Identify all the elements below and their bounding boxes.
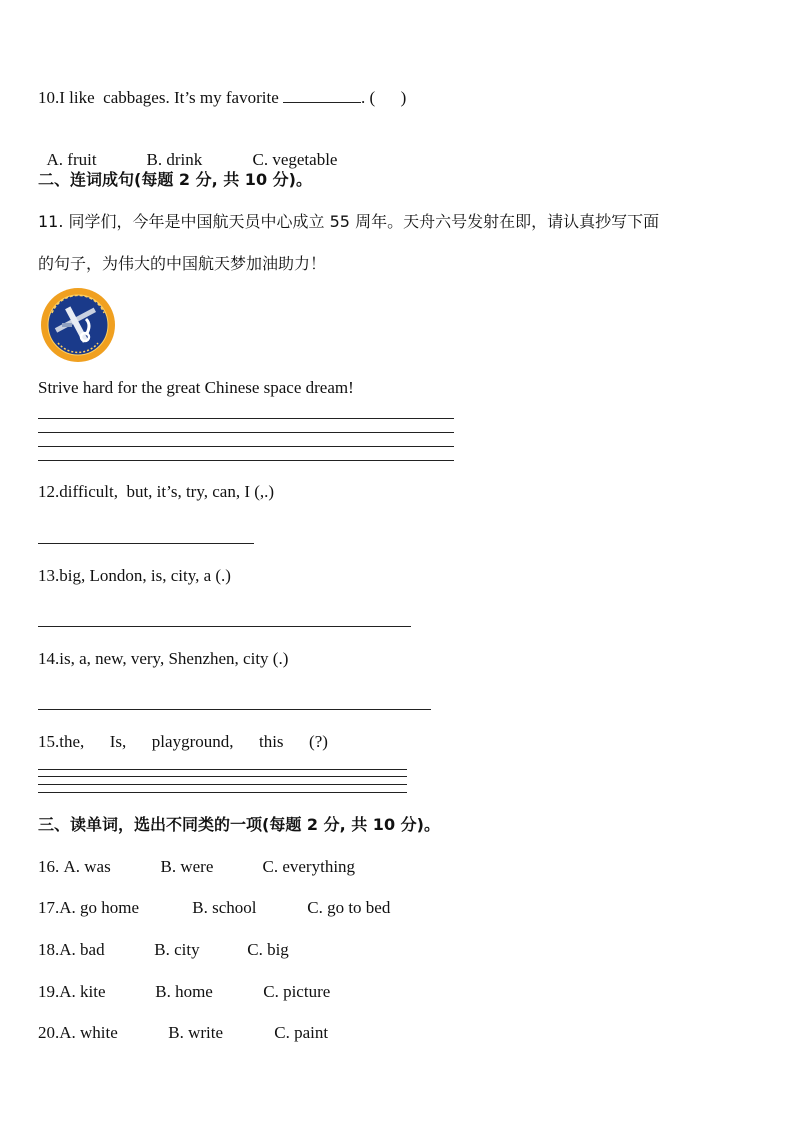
q17-row: [38, 898, 390, 918]
q10-option-c[interactable]: C. vegetable: [252, 150, 338, 169]
q17-option-c[interactable]: C. go to bed: [307, 898, 391, 917]
q17-number: 17.: [38, 898, 60, 917]
q11-writing-line-2[interactable]: [38, 432, 454, 433]
q10-blank[interactable]: [283, 88, 361, 103]
section-2-heading: 二、连词成句(每题 2 分, 共 10 分)。: [38, 170, 312, 189]
section-3-heading: 三、读单词，选出不同类的一项(每题 2 分, 共 10 分)。: [38, 815, 440, 834]
q10-answer-bracket: . ( ): [361, 88, 407, 107]
q14-words: 14.is, a, new, very, Shenzhen, city (.): [38, 649, 289, 668]
q10-stem: [38, 88, 406, 108]
q13-words: 13.big, London, is, city, a (.): [38, 566, 231, 585]
q11-instruction-line2: 的句子，为伟大的中国航天梦加油助力！: [38, 254, 327, 273]
q11-instruction-line1: 11. 同学们，今年是中国航天员中心成立 55 周年。天舟六号发射在即，请认真抄写下面: [38, 212, 660, 231]
q19-number: 19.: [38, 982, 60, 1001]
q18-option-c[interactable]: C. big: [247, 940, 289, 959]
q17-option-b[interactable]: B. school: [192, 898, 257, 917]
q20-option-b[interactable]: B. write: [168, 1023, 224, 1042]
q20-number: 20.: [38, 1023, 60, 1042]
q20-option-c[interactable]: C. paint: [274, 1023, 329, 1042]
q11-writing-line-4[interactable]: [38, 460, 454, 461]
q16-row: [38, 857, 355, 877]
q15-writing-line-3[interactable]: [38, 784, 407, 785]
q11-writing-line-3[interactable]: [38, 446, 454, 447]
q13-answer-line[interactable]: [38, 626, 411, 627]
q16-option-a[interactable]: A. was: [63, 857, 111, 876]
q19-option-c[interactable]: C. picture: [263, 982, 331, 1001]
q18-option-b[interactable]: B. city: [154, 940, 200, 959]
q18-option-a[interactable]: A. bad: [59, 940, 105, 959]
q19-row: [38, 982, 330, 1002]
q10-option-b[interactable]: B. drink: [146, 150, 203, 169]
q14-answer-line[interactable]: [38, 709, 431, 710]
q10-options: [38, 130, 337, 170]
q10-option-a[interactable]: A. fruit: [46, 150, 97, 169]
q15-writing-line-1[interactable]: [38, 769, 407, 770]
q20-option-a[interactable]: A. white: [59, 1023, 118, 1042]
q15-writing-line-4[interactable]: [38, 792, 407, 793]
q16-option-b[interactable]: B. were: [160, 857, 214, 876]
q15-writing-line-2[interactable]: [38, 776, 407, 777]
q18-number: 18.: [38, 940, 60, 959]
q16-option-c[interactable]: C. everything: [262, 857, 356, 876]
q19-option-a[interactable]: A. kite: [59, 982, 106, 1001]
q19-option-b[interactable]: B. home: [155, 982, 213, 1001]
q17-option-a[interactable]: A. go home: [59, 898, 140, 917]
q18-row: [38, 940, 289, 960]
q12-words: 12.difficult, but, it’s, try, can, I (,.): [38, 482, 275, 501]
q16-number: 16.: [38, 857, 64, 876]
q11-writing-line-1[interactable]: [38, 418, 454, 419]
q11-model-sentence: Strive hard for the great Chinese space dream!: [38, 378, 354, 397]
q15-words: 15.the, Is, playground, this (?): [38, 732, 328, 751]
q12-answer-line[interactable]: [38, 543, 254, 544]
q20-row: [38, 1023, 328, 1043]
q10-number: 10.: [38, 88, 60, 107]
space-mission-badge-icon: [38, 287, 120, 363]
q10-text: I like cabbages. It’s my favorite: [59, 88, 284, 107]
